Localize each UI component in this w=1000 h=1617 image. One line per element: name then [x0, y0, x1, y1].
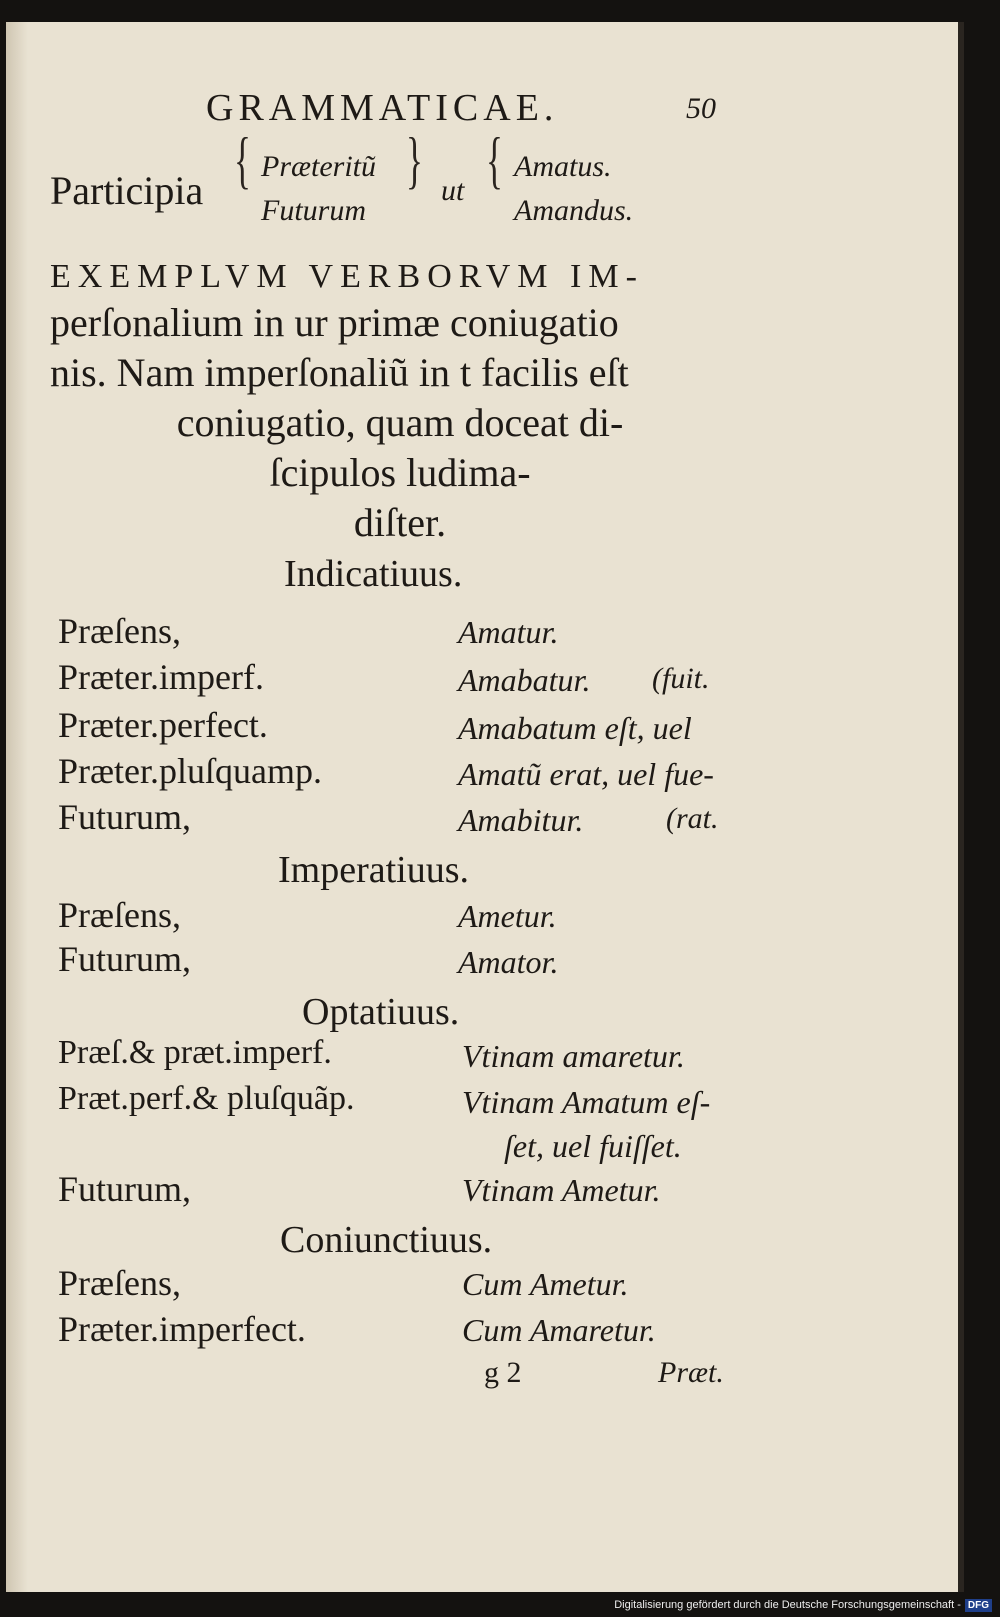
tense-form: Vtinam Amatum eſ- [462, 1084, 711, 1120]
tense-label: Futurum, [58, 1169, 192, 1209]
tense-form: Cum Ametur. [462, 1266, 629, 1302]
tense-label: Præſens, [58, 611, 182, 651]
digitization-footer [614, 1596, 992, 1614]
tense-label: Præſens, [58, 895, 182, 935]
footer-text: Digitalisierung gefördert durch die Deutsche Forschungsgemeinschaft - [614, 1599, 961, 1611]
tense-form: Amabatum eſt, uel [458, 710, 692, 746]
tense-label: Præter.imperf. [58, 657, 264, 697]
tense-note: (fuit. [652, 662, 710, 695]
participle-tense-past: Præteritũ [261, 150, 377, 183]
participia-label: Participia [50, 168, 204, 213]
tense-label: Futurum, [58, 797, 192, 837]
catchword: Præt. [658, 1356, 724, 1389]
tense-label: Præter.pluſquamp. [58, 751, 322, 791]
paragraph-line: perſonalium in ur primæ coniugatio [50, 300, 619, 345]
participle-tense-future: Futurum [261, 194, 366, 227]
participle-example-future: Amandus. [514, 194, 634, 227]
tense-form: Ametur. [458, 898, 557, 934]
tense-form: Amator. [458, 944, 559, 980]
tense-label: Præſ.& præt.imperf. [58, 1034, 332, 1071]
dfg-logo: DFG [965, 1599, 992, 1612]
brace-left: { [234, 124, 251, 195]
paragraph-line: nis. Nam imperſonaliũ in t facilis eſt [50, 350, 629, 395]
tense-form: Cum Amaretur. [462, 1312, 656, 1348]
tense-form: Amabitur. [458, 802, 584, 838]
tense-note: (rat. [666, 802, 719, 835]
running-head: GRAMMATICAE. [206, 87, 559, 129]
mood-title-optativus: Optatiuus. [302, 991, 460, 1033]
paragraph-line: coniugatio, quam doceat di- [176, 400, 624, 445]
mood-title-indicativus: Indicatiuus. [284, 553, 463, 595]
tense-label: Præter.perfect. [58, 705, 268, 745]
paragraph-line: diſter. [353, 500, 447, 545]
folio-number: 50 [686, 92, 716, 125]
brace-right: } [406, 124, 423, 195]
tense-label: Futurum, [58, 939, 192, 979]
book-page [6, 22, 964, 1592]
mood-title-coniunctivus: Coniunctiuus. [280, 1219, 493, 1261]
intro-paragraph [50, 298, 750, 548]
tense-label: Præter.imperfect. [58, 1309, 306, 1349]
tense-form-continuation: ſet, uel fuiſſet. [504, 1128, 682, 1164]
tense-form: Amatũ erat, uel fue- [458, 756, 714, 792]
tense-form: Amatur. [458, 614, 559, 650]
paragraph-line: ſcipulos ludima- [269, 450, 531, 495]
participle-example-past: Amatus. [514, 150, 612, 183]
signature-mark: g 2 [484, 1356, 522, 1389]
participle-connector: ut [441, 174, 465, 207]
tense-form: Vtinam Ametur. [462, 1172, 661, 1208]
tense-label: Præt.perf.& pluſquãp. [58, 1080, 355, 1117]
tense-label: Præſens, [58, 1263, 182, 1303]
brace-examples: { [486, 124, 503, 195]
section-heading: EXEMPLVM VERBORVM IM- [50, 258, 644, 295]
tense-form: Amabatur. [458, 662, 591, 698]
mood-title-imperativus: Imperatiuus. [278, 849, 470, 891]
tense-form: Vtinam amaretur. [462, 1038, 685, 1074]
